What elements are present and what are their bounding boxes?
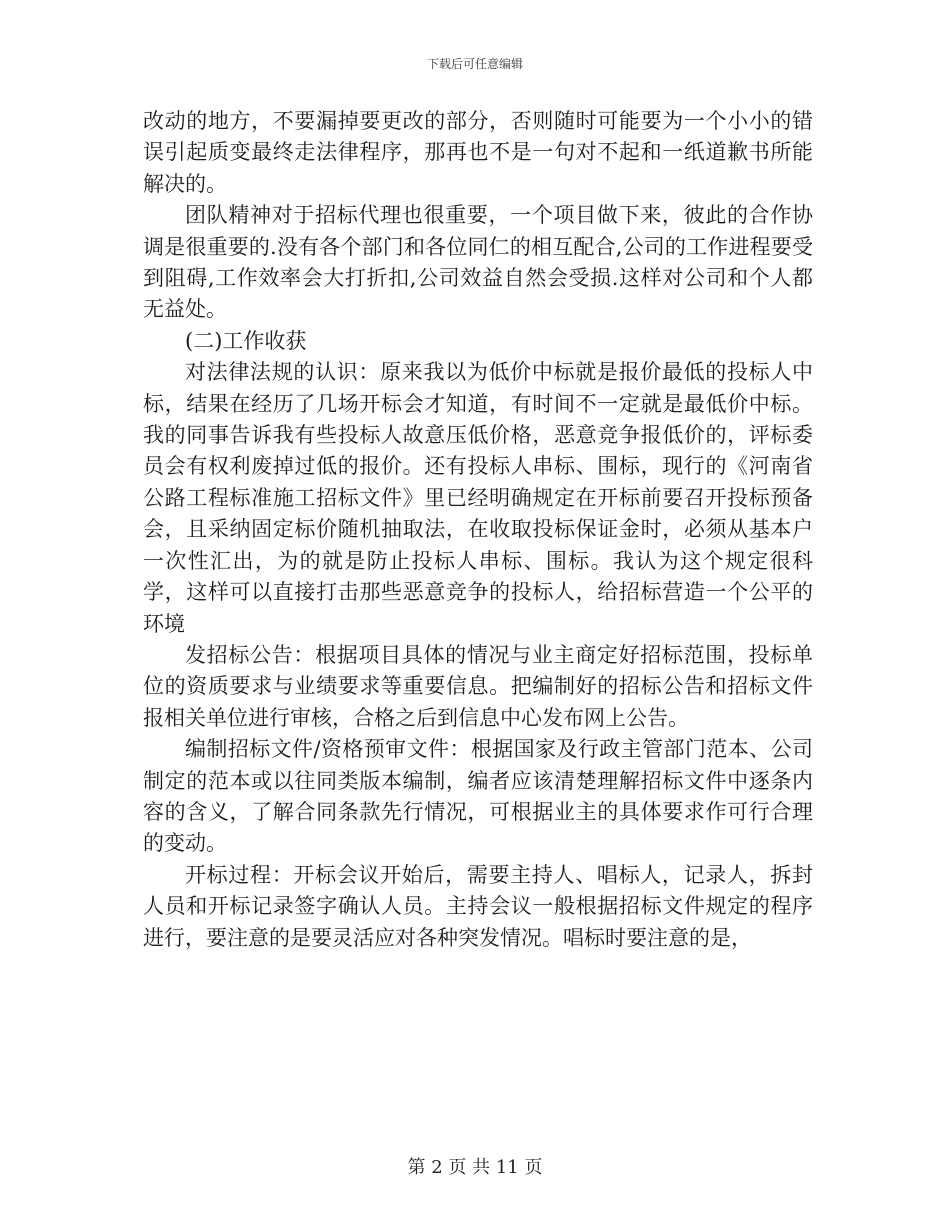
document-body bbox=[143, 106, 813, 954]
paragraph-1: 改动的地方，不要漏掉要更改的部分，否则随时可能要为一个小小的错误引起质变最终走法律程序，那再也不是一句对不起和一纸道歉书所能解决的。 bbox=[143, 109, 813, 196]
paragraph-3: 对法律法规的认识：原来我以为低价中标就是报价最低的投标人中标，结果在经历了几场开标会才知道，有时间不一定就是最低价中标。我的同事告诉我有些投标人故意压低价格，恶意竞争报低价的，评标委员会有权利废掉过低的报价。还有投标人串标、围标，现行的《河南省公路工程标准施工招标文件》里已经明确规定在开标前要召开投标预备会，且采纳固定标价随机抽取法，在收取投标保证金时，必须从基本户一次性汇出，为的就是防止投标人串标、围标。我认为这个规定很科学，这样可以直接打击那些恶意竞争的投标人，给招标营造一个公平的环境 bbox=[143, 360, 813, 636]
paragraph-4: 发招标公告：根据项目具体的情况与业主商定好招标范围，投标单位的资质要求与业绩要求等重要信息。把编制好的招标公告和招标文件报相关单位进行审核，合格之后到信息中心发布网上公告。 bbox=[143, 642, 813, 730]
paragraph-6: 开标过程：开标会议开始后，需要主持人、唱标人，记录人，拆封人员和开标记录签字确认人员。主持会议一般根据招标文件规定的程序进行，要注意的是要灵活应对各种突发情况。唱标时要注意的是， bbox=[143, 862, 813, 950]
paragraph-5: 编制招标文件/资格预审文件：根据国家及行政主管部门范本、公司制定的范本或以往同类版本编制，编者应该清楚理解招标文件中逐条内容的含义，了解合同条款先行情况，可根据业主的具体要求作可行合理的变动。 bbox=[143, 737, 813, 856]
header-note: 下载后可任意编辑 bbox=[426, 57, 523, 71]
section-heading: (二)工作收获 bbox=[185, 328, 307, 353]
page-number: 第 2 页 共 11 页 bbox=[407, 1157, 543, 1178]
paragraph-2: 团队精神对于招标代理也很重要，一个项目做下来，彼此的合作协调是很重要的.没有各个部门和各位同仁的相互配合,公司的工作进程要受到阻碍,工作效率会大打折扣,公司效益自然会受损.这样对公司和个人都无益处。 bbox=[143, 203, 813, 322]
